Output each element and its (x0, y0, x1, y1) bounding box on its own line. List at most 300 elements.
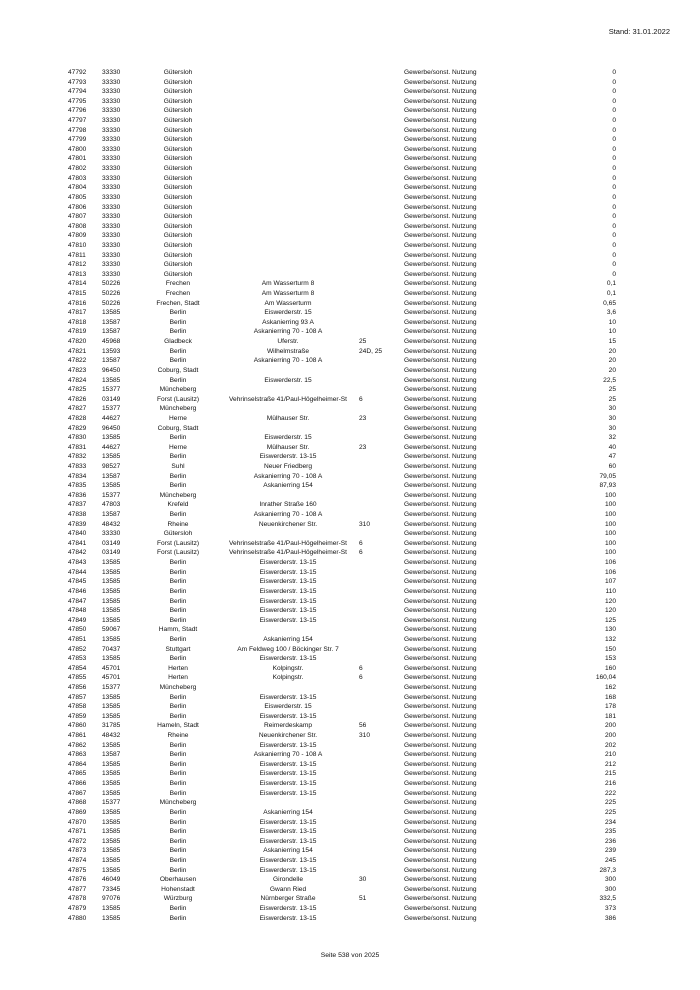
cell-nutzung: Gewerbe/sonst. Nutzung (404, 914, 477, 922)
table-row (0, 597, 700, 607)
cell-id: 47793 (68, 78, 87, 86)
cell-ort-text: Berlin (169, 453, 187, 461)
cell-wert: 0,65 (603, 299, 616, 307)
cell-nutzung: Gewerbe/sonst. Nutzung (404, 876, 477, 884)
cell-ort-text: Gütersloh (163, 241, 193, 249)
cell-ort-text: Berlin (169, 376, 187, 384)
cell-plz: 13585 (102, 482, 121, 490)
cell-plz: 13587 (102, 511, 121, 519)
cell-id: 47834 (68, 472, 87, 480)
table-row (0, 750, 700, 760)
cell-id: 47812 (68, 261, 87, 269)
cell-plz: 13585 (102, 587, 121, 595)
cell-plz: 13585 (102, 780, 121, 788)
cell-hausnummer: 51 (359, 895, 367, 903)
cell-ort-text: Hameln, Stadt (157, 722, 199, 730)
cell-plz: 45968 (102, 338, 121, 346)
cell-ort-text: Berlin (169, 847, 187, 855)
cell-id: 47811 (68, 251, 86, 259)
cell-ort-text: Gütersloh (163, 251, 193, 259)
table-row (0, 68, 700, 78)
cell-ort-text: Stuttgart (165, 645, 191, 653)
cell-strasse-text: Inrather Straße 160 (259, 501, 317, 509)
cell-plz: 96450 (102, 366, 121, 374)
cell-plz: 13585 (102, 712, 121, 720)
table-row (0, 385, 700, 395)
table-row (0, 731, 700, 741)
table-row (0, 779, 700, 789)
cell-plz: 50226 (102, 280, 121, 288)
cell-plz: 13585 (102, 856, 121, 864)
table-row (0, 414, 700, 424)
cell-plz: 13585 (102, 655, 121, 663)
cell-nutzung: Gewerbe/sonst. Nutzung (404, 386, 477, 394)
cell-ort-text: Herten (168, 664, 188, 672)
cell-ort-text: Gütersloh (163, 270, 193, 278)
cell-nutzung: Gewerbe/sonst. Nutzung (404, 799, 477, 807)
cell-nutzung: Gewerbe/sonst. Nutzung (404, 174, 477, 182)
cell-ort-text: Müncheberg (159, 799, 197, 807)
cell-ort-text: Berlin (169, 837, 187, 845)
cell-plz: 33330 (102, 184, 121, 192)
cell-wert: 0 (612, 145, 616, 153)
cell-ort-text: Müncheberg (159, 491, 197, 499)
cell-id: 47841 (68, 539, 87, 547)
cell-strasse-text: Kolpingstr. (272, 664, 304, 672)
cell-strasse-text: Mülhauser Str. (266, 443, 310, 451)
cell-ort-text: Gütersloh (163, 261, 193, 269)
cell-plz: 13585 (102, 568, 121, 576)
table-row (0, 894, 700, 904)
table-row (0, 741, 700, 751)
cell-plz: 13585 (102, 616, 121, 624)
cell-ort-text: Herne (169, 443, 187, 451)
cell-wert: 87,93 (599, 482, 616, 490)
cell-nutzung: Gewerbe/sonst. Nutzung (404, 482, 477, 490)
cell-strasse-text: Eiswerderstr. 15 (264, 309, 312, 317)
cell-id: 47792 (68, 69, 87, 76)
cell-plz: 13585 (102, 828, 121, 836)
cell-wert: 100 (604, 539, 616, 547)
table-row (0, 404, 700, 414)
cell-wert: 3,6 (606, 309, 616, 317)
cell-ort-text: Gütersloh (163, 203, 193, 211)
cell-ort-text: Berlin (169, 597, 187, 605)
cell-id: 47835 (68, 482, 87, 490)
cell-nutzung: Gewerbe/sonst. Nutzung (404, 232, 477, 240)
cell-id: 47858 (68, 703, 87, 711)
cell-plz: 13585 (102, 760, 121, 768)
cell-strasse-text: Eiswerderstr. 13-15 (259, 693, 317, 701)
cell-wert: 0 (612, 261, 616, 269)
cell-wert: 210 (604, 751, 616, 759)
cell-id: 47862 (68, 741, 87, 749)
cell-id: 47846 (68, 587, 87, 595)
cell-ort-text: Berlin (169, 741, 187, 749)
cell-strasse-text: Gwann Ried (269, 885, 307, 893)
table-row (0, 673, 700, 683)
table-row (0, 818, 700, 828)
cell-nutzung: Gewerbe/sonst. Nutzung (404, 780, 477, 788)
cell-strasse-text: Eiswerderstr. 13-15 (259, 780, 317, 788)
cell-nutzung: Gewerbe/sonst. Nutzung (404, 107, 477, 115)
cell-id: 47853 (68, 655, 87, 663)
cell-nutzung: Gewerbe/sonst. Nutzung (404, 241, 477, 249)
cell-nutzung: Gewerbe/sonst. Nutzung (404, 655, 477, 663)
cell-ort-text: Berlin (169, 318, 187, 326)
cell-id: 47809 (68, 232, 87, 240)
cell-nutzung: Gewerbe/sonst. Nutzung (404, 837, 477, 845)
table-row (0, 885, 700, 895)
cell-id: 47870 (68, 818, 87, 826)
cell-plz: 33330 (102, 117, 121, 125)
cell-ort-text: Forst (Lausitz) (156, 539, 200, 547)
cell-plz: 13585 (102, 741, 121, 749)
cell-id: 47829 (68, 424, 87, 432)
cell-wert: 20 (608, 366, 616, 374)
cell-nutzung: Gewerbe/sonst. Nutzung (404, 184, 477, 192)
cell-strasse-text: Eiswerderstr. 13-15 (259, 856, 317, 864)
cell-ort-text: Berlin (169, 905, 187, 913)
cell-id: 47798 (68, 126, 87, 134)
cell-id: 47832 (68, 453, 87, 461)
cell-hausnummer: 25 (359, 338, 367, 346)
cell-nutzung: Gewerbe/sonst. Nutzung (404, 616, 477, 624)
cell-ort-text: Gütersloh (163, 165, 193, 173)
cell-nutzung: Gewerbe/sonst. Nutzung (404, 203, 477, 211)
table-row (0, 462, 700, 472)
cell-id: 47860 (68, 722, 87, 730)
table-row (0, 606, 700, 616)
cell-id: 47861 (68, 732, 87, 740)
cell-ort-text: Berlin (169, 607, 187, 615)
table-row (0, 702, 700, 712)
table-row (0, 424, 700, 434)
cell-plz: 13585 (102, 914, 121, 922)
cell-strasse-text: Mülhauser Str. (266, 414, 310, 422)
cell-hausnummer: 23 (359, 443, 367, 451)
cell-strasse-text: Am Wasserturm 8 (261, 280, 315, 288)
cell-wert: 79,05 (599, 472, 616, 480)
cell-nutzung: Gewerbe/sonst. Nutzung (404, 587, 477, 595)
cell-id: 47872 (68, 837, 87, 845)
cell-nutzung: Gewerbe/sonst. Nutzung (404, 155, 477, 163)
cell-id: 47807 (68, 213, 87, 221)
cell-wert: 0 (612, 270, 616, 278)
cell-id: 47801 (68, 155, 87, 163)
cell-wert: 235 (604, 828, 616, 836)
cell-wert: 0 (612, 136, 616, 144)
cell-id: 47797 (68, 117, 87, 125)
cell-ort-text: Müncheberg (159, 386, 197, 394)
cell-strasse-text: Eiswerderstr. 13-15 (259, 905, 317, 913)
cell-wert: 25 (608, 395, 616, 403)
cell-nutzung: Gewerbe/sonst. Nutzung (404, 520, 477, 528)
table-row (0, 154, 700, 164)
cell-ort-text: Rheine (167, 732, 189, 740)
table-row (0, 472, 700, 482)
cell-plz: 59067 (102, 626, 121, 634)
cell-wert: 181 (604, 712, 616, 720)
cell-strasse-text: Eiswerderstr. 15 (264, 703, 312, 711)
cell-nutzung: Gewerbe/sonst. Nutzung (404, 491, 477, 499)
cell-nutzung: Gewerbe/sonst. Nutzung (404, 318, 477, 326)
cell-plz: 15377 (102, 799, 121, 807)
cell-ort-text: Forst (Lausitz) (156, 549, 200, 557)
cell-id: 47819 (68, 328, 87, 336)
cell-ort-text: Berlin (169, 587, 187, 595)
table-row (0, 87, 700, 97)
cell-id: 47806 (68, 203, 87, 211)
cell-wert: 100 (604, 501, 616, 509)
cell-id: 47877 (68, 885, 87, 893)
cell-nutzung: Gewerbe/sonst. Nutzung (404, 568, 477, 576)
cell-id: 47800 (68, 145, 87, 153)
cell-nutzung: Gewerbe/sonst. Nutzung (404, 511, 477, 519)
cell-ort-text: Forst (Lausitz) (156, 395, 200, 403)
cell-wert: 60 (608, 462, 616, 470)
cell-strasse-text: Uferstr. (277, 338, 299, 346)
table-row (0, 376, 700, 386)
cell-strasse-text: Am Wasserturm (264, 299, 312, 307)
cell-ort-text: Gladbeck (164, 338, 192, 346)
cell-id: 47868 (68, 799, 87, 807)
cell-wert: 30 (608, 424, 616, 432)
cell-nutzung: Gewerbe/sonst. Nutzung (404, 136, 477, 144)
cell-wert: 100 (604, 511, 616, 519)
cell-wert: 300 (604, 876, 616, 884)
cell-id: 47856 (68, 684, 87, 691)
cell-nutzung: Gewerbe/sonst. Nutzung (404, 117, 477, 125)
cell-plz: 45701 (102, 674, 121, 682)
cell-strasse-text: Kolpingstr. (272, 674, 304, 682)
cell-nutzung: Gewerbe/sonst. Nutzung (404, 597, 477, 605)
cell-id: 47820 (68, 338, 87, 346)
cell-wert: 236 (604, 837, 616, 845)
cell-plz: 13585 (102, 847, 121, 855)
table-row (0, 395, 700, 405)
cell-nutzung: Gewerbe/sonst. Nutzung (404, 290, 477, 298)
cell-nutzung: Gewerbe/sonst. Nutzung (404, 530, 477, 538)
cell-ort-text: Gütersloh (163, 193, 193, 201)
cell-id: 47833 (68, 462, 87, 470)
table-row (0, 789, 700, 799)
cell-strasse-text: Eiswerderstr. 13-15 (259, 578, 317, 586)
cell-plz: 13585 (102, 818, 121, 826)
cell-nutzung: Gewerbe/sonst. Nutzung (404, 443, 477, 451)
cell-ort-text: Berlin (169, 357, 187, 365)
cell-nutzung: Gewerbe/sonst. Nutzung (404, 213, 477, 221)
cell-ort-text: Berlin (169, 616, 187, 624)
cell-plz: 96450 (102, 424, 121, 432)
cell-nutzung: Gewerbe/sonst. Nutzung (404, 828, 477, 836)
cell-ort-text: Gütersloh (163, 213, 193, 221)
cell-plz: 33330 (102, 203, 121, 211)
cell-ort-text: Gütersloh (163, 530, 193, 538)
cell-id: 47818 (68, 318, 87, 326)
cell-plz: 13593 (102, 347, 121, 355)
cell-strasse-text: Am Feldweg 100 / Böckinger Str. 7 (237, 645, 339, 653)
cell-wert: 162 (604, 684, 616, 691)
cell-id: 47828 (68, 414, 87, 422)
cell-ort-text: Berlin (169, 856, 187, 864)
cell-plz: 45701 (102, 664, 121, 672)
cell-nutzung: Gewerbe/sonst. Nutzung (404, 280, 477, 288)
cell-id: 47836 (68, 491, 87, 499)
cell-plz: 03149 (102, 539, 121, 547)
table-row (0, 798, 700, 808)
cell-plz: 13585 (102, 597, 121, 605)
cell-ort-text: Berlin (169, 914, 187, 922)
cell-ort-text: Gütersloh (163, 117, 193, 125)
cell-wert: 20 (608, 357, 616, 365)
cell-ort-text: Berlin (169, 808, 187, 816)
cell-strasse-text: Eiswerderstr. 13-15 (259, 789, 317, 797)
cell-id: 47827 (68, 405, 87, 413)
cell-nutzung: Gewerbe/sonst. Nutzung (404, 309, 477, 317)
cell-wert: 120 (604, 597, 616, 605)
cell-nutzung: Gewerbe/sonst. Nutzung (404, 366, 477, 374)
cell-wert: 0 (612, 174, 616, 182)
table-row (0, 866, 700, 876)
cell-id: 47854 (68, 664, 87, 672)
cell-ort-text: Berlin (169, 780, 187, 788)
cell-nutzung: Gewerbe/sonst. Nutzung (404, 789, 477, 797)
cell-id: 47810 (68, 241, 87, 249)
table-row (0, 856, 700, 866)
cell-ort-text: Gütersloh (163, 136, 193, 144)
cell-ort-text: Berlin (169, 559, 187, 567)
cell-wert: 125 (604, 616, 616, 624)
cell-nutzung: Gewerbe/sonst. Nutzung (404, 693, 477, 701)
cell-nutzung: Gewerbe/sonst. Nutzung (404, 78, 477, 86)
cell-nutzung: Gewerbe/sonst. Nutzung (404, 635, 477, 643)
cell-wert: 0 (612, 97, 616, 105)
cell-wert: 168 (604, 693, 616, 701)
table-row (0, 337, 700, 347)
cell-strasse-text: Eiswerderstr. 13-15 (259, 914, 317, 922)
cell-ort-text: Berlin (169, 482, 187, 490)
cell-nutzung: Gewerbe/sonst. Nutzung (404, 626, 477, 634)
cell-nutzung: Gewerbe/sonst. Nutzung (404, 251, 477, 259)
cell-hausnummer: 6 (359, 539, 363, 547)
cell-hausnummer: 6 (359, 549, 363, 557)
table-row (0, 529, 700, 539)
cell-ort-text: Müncheberg (159, 684, 197, 691)
cell-ort-text: Gütersloh (163, 78, 193, 86)
cell-strasse-text: Askanierring 154 (263, 635, 313, 643)
table-row (0, 875, 700, 885)
cell-wert: 0 (612, 251, 616, 259)
cell-ort-text: Coburg, Stadt (157, 366, 199, 374)
cell-wert: 386 (604, 914, 616, 922)
table-row (0, 241, 700, 251)
cell-wert: 222 (604, 789, 616, 797)
cell-strasse-text: Vehrinselstraße 41/Paul-Högelheimer-St (229, 539, 348, 547)
cell-wert: 10 (608, 318, 616, 326)
cell-plz: 13585 (102, 453, 121, 461)
cell-wert: 0 (612, 107, 616, 115)
cell-wert: 0 (612, 193, 616, 201)
cell-nutzung: Gewerbe/sonst. Nutzung (404, 270, 477, 278)
cell-strasse-text: Eiswerderstr. 13-15 (259, 818, 317, 826)
cell-nutzung: Gewerbe/sonst. Nutzung (404, 856, 477, 864)
table-row (0, 270, 700, 280)
cell-wert: 216 (604, 780, 616, 788)
cell-wert: 215 (604, 770, 616, 778)
cell-strasse-text: Eiswerderstr. 13-15 (259, 712, 317, 720)
cell-plz: 33330 (102, 145, 121, 153)
cell-nutzung: Gewerbe/sonst. Nutzung (404, 751, 477, 759)
cell-plz: 33330 (102, 261, 121, 269)
cell-id: 47852 (68, 645, 87, 653)
cell-plz: 33330 (102, 530, 121, 538)
cell-id: 47866 (68, 780, 87, 788)
cell-wert: 10 (608, 328, 616, 336)
cell-nutzung: Gewerbe/sonst. Nutzung (404, 434, 477, 442)
cell-id: 47844 (68, 568, 87, 576)
cell-plz: 47803 (102, 501, 121, 509)
cell-ort-text: Rheine (167, 520, 189, 528)
cell-strasse-text: Eiswerderstr. 15 (264, 376, 312, 384)
table-row (0, 443, 700, 453)
cell-plz: 97076 (102, 895, 121, 903)
cell-strasse-text: Eiswerderstr. 13-15 (259, 568, 317, 576)
cell-wert: 120 (604, 607, 616, 615)
cell-plz: 33330 (102, 193, 121, 201)
cell-wert: 100 (604, 530, 616, 538)
cell-wert: 212 (604, 760, 616, 768)
cell-nutzung: Gewerbe/sonst. Nutzung (404, 472, 477, 480)
cell-ort-text: Frechen (165, 280, 191, 288)
cell-id: 47838 (68, 511, 87, 519)
cell-plz: 48432 (102, 732, 121, 740)
cell-id: 47795 (68, 97, 87, 105)
cell-plz: 33330 (102, 222, 121, 230)
cell-wert: 160 (604, 664, 616, 672)
cell-strasse-text: Wilhelmstraße (266, 347, 310, 355)
cell-plz: 50226 (102, 290, 121, 298)
cell-plz: 13585 (102, 578, 121, 586)
table-row (0, 193, 700, 203)
cell-ort-text: Berlin (169, 760, 187, 768)
cell-id: 47808 (68, 222, 87, 230)
cell-strasse-text: Vehrinselstraße 41/Paul-Högelheimer-St (229, 395, 348, 403)
cell-id: 47843 (68, 559, 87, 567)
table-row (0, 366, 700, 376)
table-row (0, 635, 700, 645)
cell-plz: 33330 (102, 241, 121, 249)
table-row (0, 491, 700, 501)
cell-id: 47803 (68, 174, 87, 182)
cell-hausnummer: 24D, 25 (359, 347, 383, 355)
cell-id: 47842 (68, 549, 87, 557)
cell-id: 47824 (68, 376, 87, 384)
cell-strasse-text: Eiswerderstr. 13-15 (259, 770, 317, 778)
cell-nutzung: Gewerbe/sonst. Nutzung (404, 69, 477, 76)
cell-wert: 0 (612, 213, 616, 221)
cell-id: 47878 (68, 895, 87, 903)
cell-plz: 31785 (102, 722, 121, 730)
cell-ort-text: Berlin (169, 818, 187, 826)
cell-ort-text: Gütersloh (163, 69, 193, 76)
cell-strasse-text: Askanierring 154 (263, 847, 313, 855)
cell-plz: 13585 (102, 693, 121, 701)
table-row (0, 904, 700, 914)
cell-id: 47873 (68, 847, 87, 855)
cell-strasse-text: Eiswerderstr. 13-15 (259, 837, 317, 845)
cell-nutzung: Gewerbe/sonst. Nutzung (404, 674, 477, 682)
